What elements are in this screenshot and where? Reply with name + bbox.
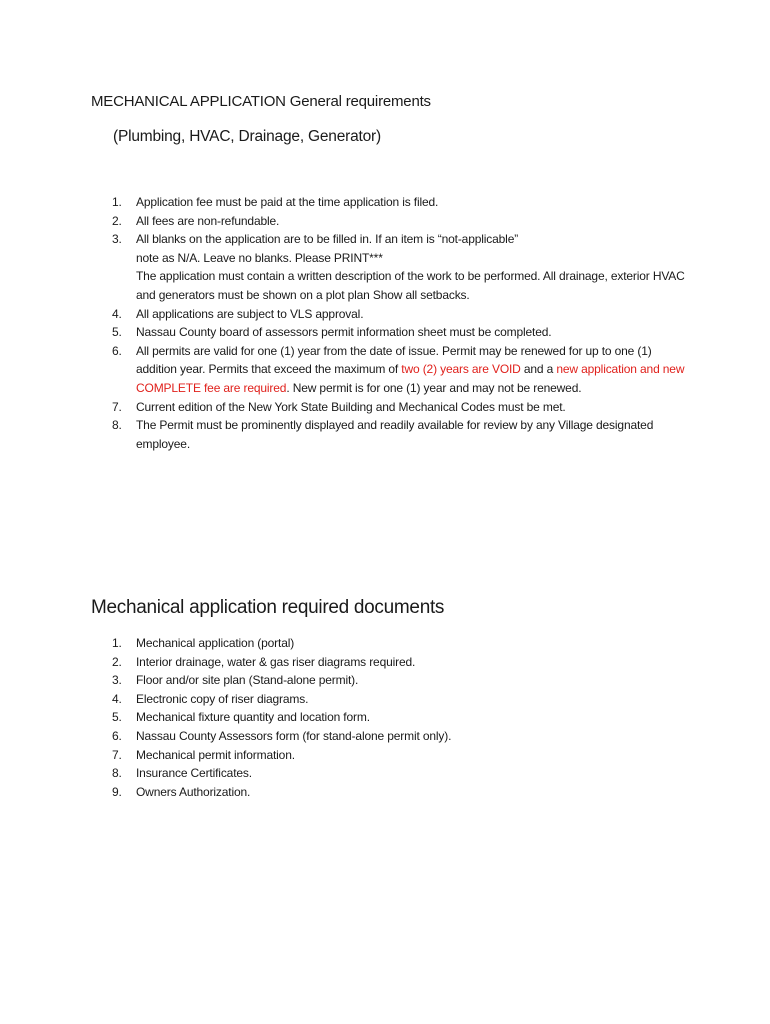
item-text: All applications are subject to VLS approval. bbox=[136, 306, 364, 321]
requirement-item bbox=[0, 230, 686, 304]
item-text: Interior drainage, water & gas riser diagrams required. bbox=[136, 654, 416, 669]
item-number: 6. bbox=[112, 728, 122, 743]
item-number: 9. bbox=[112, 784, 122, 799]
document-item bbox=[0, 653, 686, 672]
item-text: All blanks on the application are to be filled in. If an item is “not-applicable” bbox=[136, 232, 519, 247]
item-text: All fees are non-refundable. bbox=[136, 213, 280, 228]
item-text: Mechanical application (portal) bbox=[136, 636, 295, 650]
item-text: Mechanical fixture quantity and location form. bbox=[136, 710, 370, 725]
requirement-item bbox=[0, 193, 686, 212]
new-fee-notice-text: new application and new COMPLETE fee are required bbox=[136, 362, 685, 395]
documents-list bbox=[0, 634, 686, 801]
requirement-item bbox=[0, 342, 686, 398]
requirement-item bbox=[0, 305, 686, 324]
item-text: Mechanical permit information. bbox=[136, 747, 295, 762]
item-text: note as N/A. Leave no blanks. Please PRINT*** bbox=[136, 250, 383, 265]
document-item bbox=[0, 764, 686, 783]
item-number: 2. bbox=[112, 213, 122, 228]
item-number: 7. bbox=[112, 399, 122, 414]
requirement-item bbox=[0, 416, 686, 453]
item-number: 8. bbox=[112, 766, 122, 781]
page-title: MECHANICAL APPLICATION General requirements bbox=[91, 93, 431, 110]
item-number: 1. bbox=[112, 636, 122, 650]
item-number: 7. bbox=[112, 747, 122, 762]
document-item bbox=[0, 727, 686, 746]
document-item bbox=[0, 671, 686, 690]
item-text: . New permit is for one (1) year and may not be renewed. bbox=[286, 380, 582, 395]
requirement-item bbox=[0, 212, 686, 231]
requirements-list bbox=[0, 193, 686, 453]
item-number: 4. bbox=[112, 306, 122, 321]
item-number: 8. bbox=[112, 418, 122, 433]
void-notice-text: two (2) years are VOID bbox=[401, 362, 521, 377]
item-text: The Permit must be prominently displayed and readily available for review by any Village designated employee. bbox=[136, 418, 654, 451]
item-text: Insurance Certificates. bbox=[136, 766, 252, 781]
documents-heading: Mechanical application required documents bbox=[91, 597, 445, 618]
item-text: and a bbox=[520, 362, 557, 377]
item-text: Nassau County board of assessors permit information sheet must be completed. bbox=[136, 325, 552, 340]
item-number: 6. bbox=[112, 343, 122, 358]
item-number: 4. bbox=[112, 691, 122, 706]
item-number: 3. bbox=[112, 232, 122, 247]
item-text: Application fee must be paid at the time application is filed. bbox=[136, 195, 439, 209]
item-text: Current edition of the New York State Building and Mechanical Codes must be met. bbox=[136, 399, 566, 414]
item-text: Electronic copy of riser diagrams. bbox=[136, 691, 309, 706]
item-text: Owners Authorization. bbox=[136, 784, 251, 799]
requirement-item bbox=[0, 398, 686, 417]
item-text: The application must contain a written description of the work to be performed. All drainage, exterior HVAC and generators must be shown on a plot plan Show all setbacks. bbox=[136, 269, 685, 302]
document-item bbox=[0, 783, 686, 802]
item-number: 5. bbox=[112, 710, 122, 725]
document-item bbox=[0, 690, 686, 709]
requirement-item bbox=[0, 323, 686, 342]
document-item bbox=[0, 708, 686, 727]
item-text: Nassau County Assessors form (for stand-alone permit only). bbox=[136, 728, 452, 743]
item-text: All permits are valid for one (1) year from the date of issue. Permit may be renewed for up to one (1) addition year. Permits that exceed the maximum of bbox=[136, 343, 652, 377]
item-number: 2. bbox=[112, 654, 122, 669]
document-item bbox=[0, 746, 686, 765]
item-number: 5. bbox=[112, 325, 122, 340]
item-number: 1. bbox=[112, 195, 122, 209]
page-subtitle: (Plumbing, HVAC, Drainage, Generator) bbox=[113, 128, 381, 145]
item-text: Floor and/or site plan (Stand-alone permit). bbox=[136, 673, 359, 688]
document-item bbox=[0, 634, 686, 653]
item-number: 3. bbox=[112, 673, 122, 688]
